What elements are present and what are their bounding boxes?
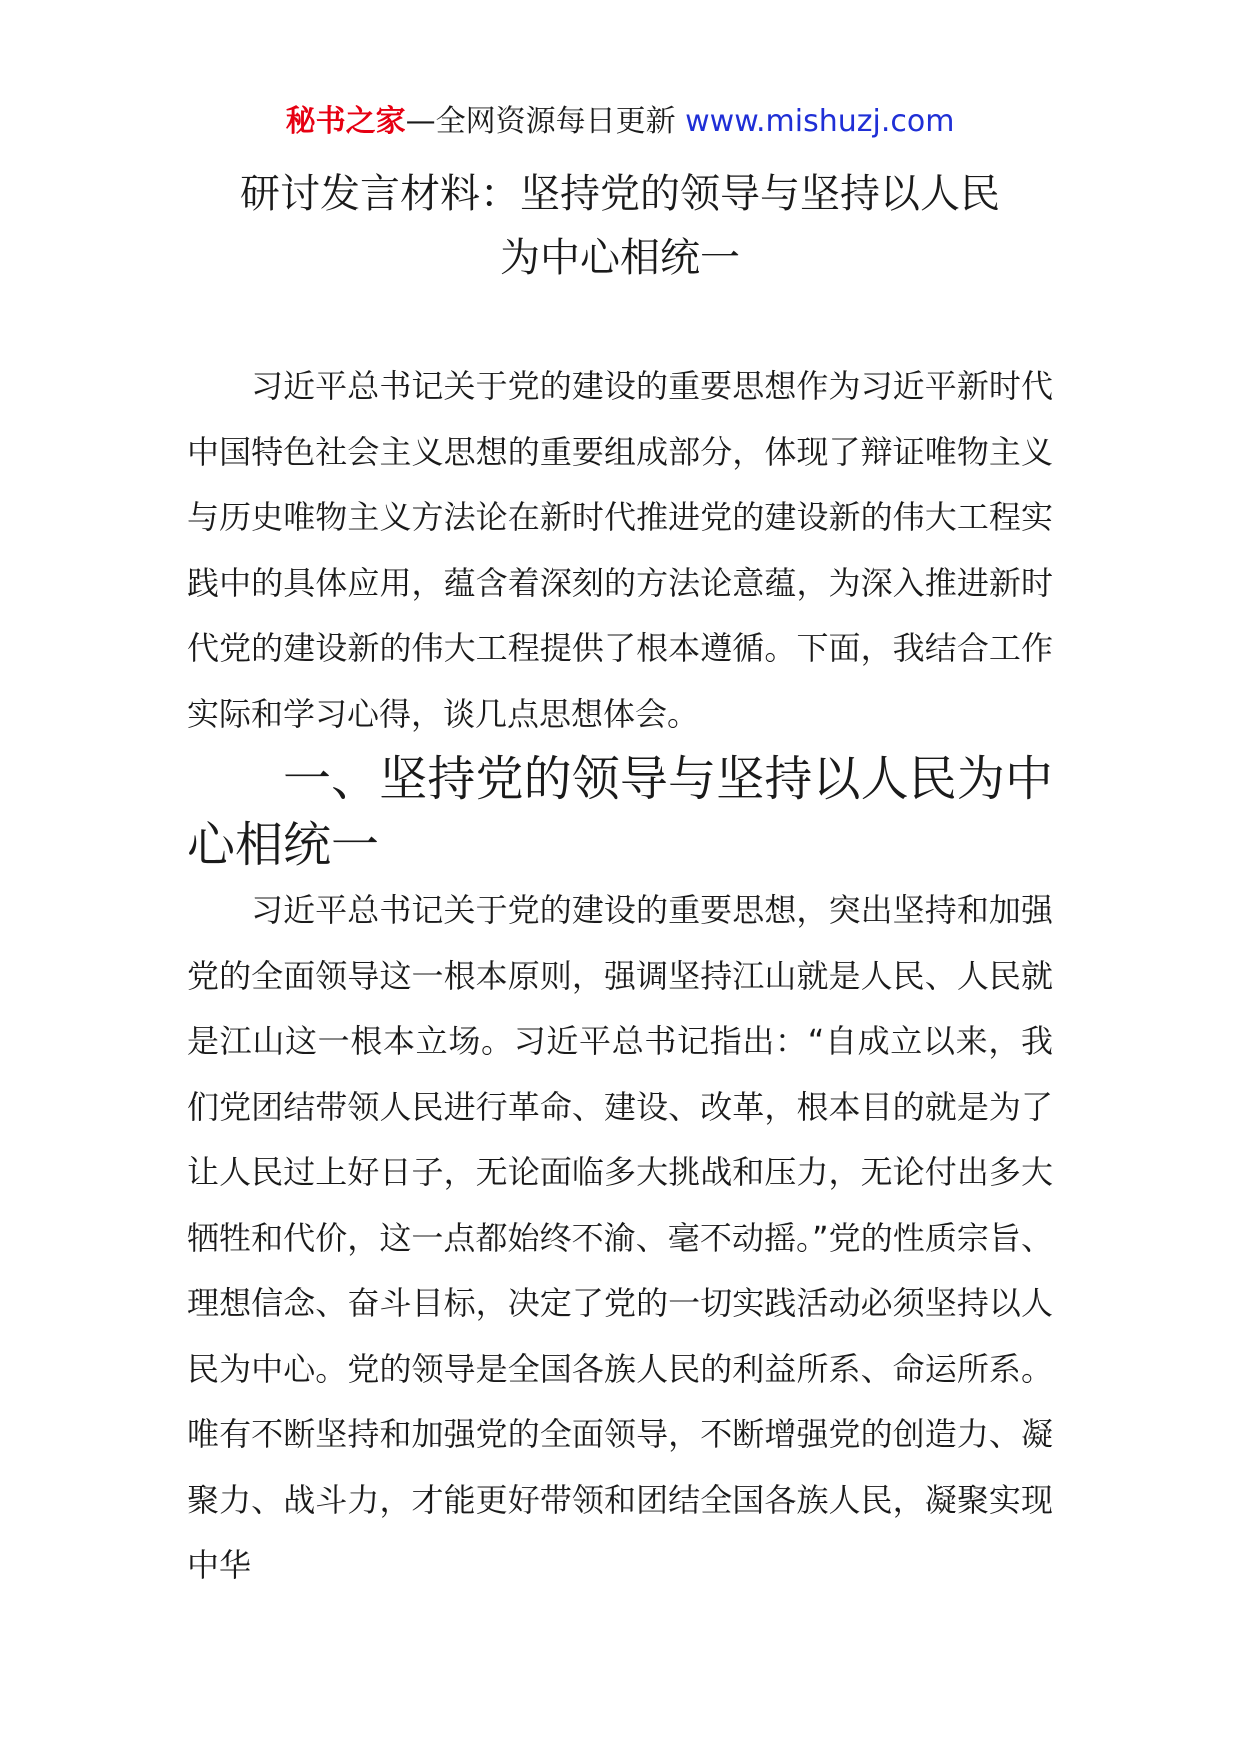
brand-name: 秘书之家 — [285, 104, 406, 139]
document-title — [180, 162, 1060, 290]
site-header — [0, 100, 1240, 144]
section-1-paragraph: 习近平总书记关于党的建设的重要思想，突出坚持和加强党的全面领导这一根本原则，强调坚持江山就是人民、人民就是江山这一根本立场。习近平总书记指出：“自成立以来，我们党团结带领人民进行革命、建设、改革，根本目的就是为了让人民过上好日子，无论面临多大挑战和压力，无论付出多大牺牲和代价，这一点都始终不渝、毫不动摇。”党的性质宗旨、理想信念、奋斗目标，决定了党的一切实践活动必须坚持以人民为中心。党的领导是全国各族人民的利益所系、命运所系。唯有不断坚持和加强党的全面领导，不断增强党的创造力、凝聚力、战斗力，才能更好带领和团结全国各族人民，凝聚实现中华 — [187, 891, 1053, 1584]
section-heading-1: 一、坚持党的领导与坚持以人民为中心相统一 — [187, 751, 1053, 873]
header-slogan: —全网资源每日更新 — [405, 104, 686, 139]
title-line-2: 为中心相统一 — [500, 235, 740, 281]
intro-paragraph: 习近平总书记关于党的建设的重要思想作为习近平新时代中国特色社会主义思想的重要组成部分，体现了辩证唯物主义与历史唯物主义方法论在新时代推进党的建设新的伟大工程实践中的具体应用，蕴含着深刻的方法论意蕴，为深入推进新时代党的建设新的伟大工程提供了根本遵循。下面，我结合工作实际和学习心得，谈几点思想体会。 — [187, 367, 1053, 733]
site-url-link[interactable]: www.mishuzj.com — [685, 104, 955, 139]
document-body — [187, 354, 1053, 1599]
title-line-1: 研讨发言材料：坚持党的领导与坚持以人民 — [240, 171, 1000, 217]
